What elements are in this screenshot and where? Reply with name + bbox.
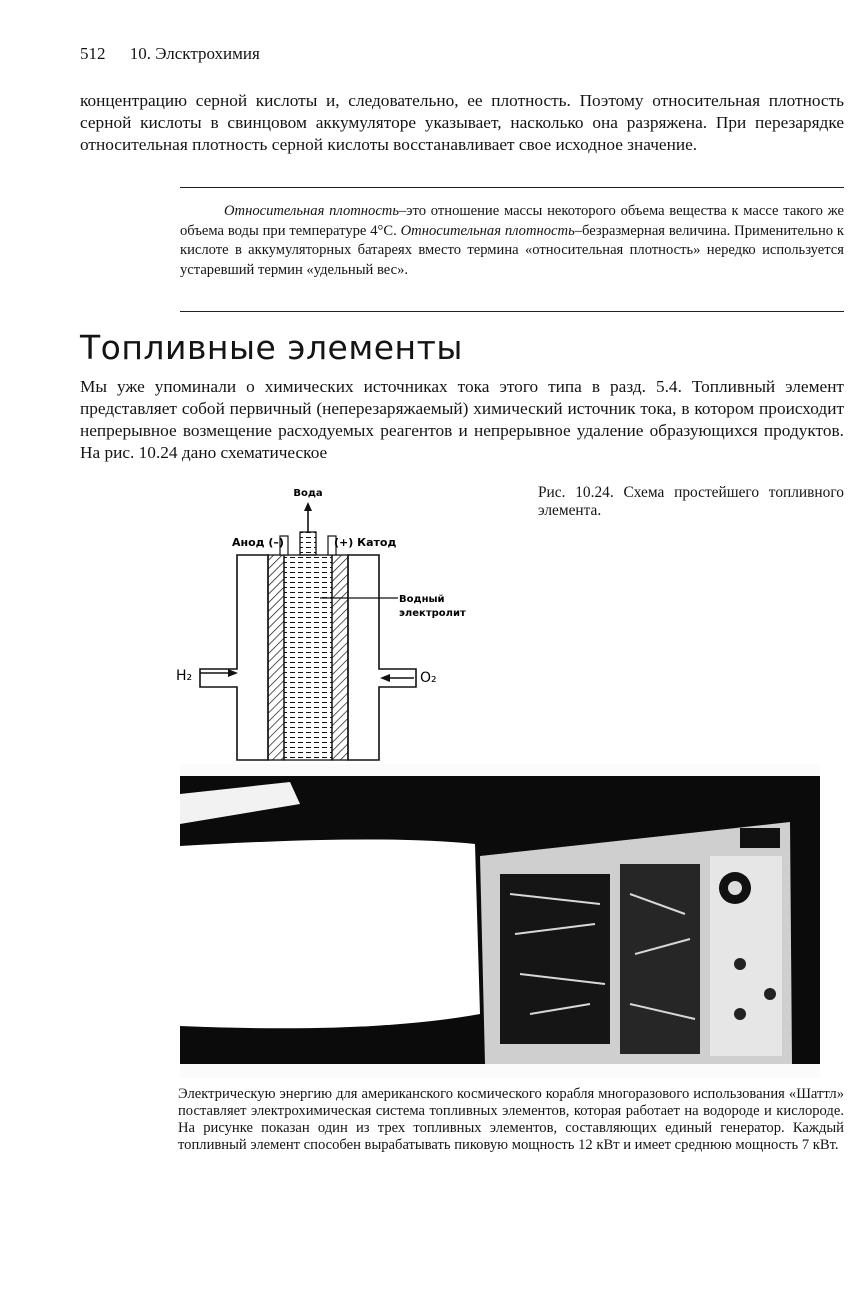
definition-box — [180, 202, 844, 280]
definition-text-2: –безразмерная величина. Применительно к кислоте в аккумуляторных батареях вместо термина «относительная плотность» нередко используется устаревший термин «удельный вес». — [180, 222, 844, 278]
water-outlet-tube — [300, 532, 316, 555]
h2-label: H₂ — [176, 668, 193, 684]
photo-cylinder-body — [180, 839, 480, 1028]
fuel-cell-diagram — [170, 480, 490, 765]
electrolyte-label-line-1: Водный — [399, 594, 445, 605]
electrolyte-chamber — [284, 555, 332, 760]
anode-label: Анод (–) — [232, 536, 284, 549]
definition-text-1: –это отношение массы некоторого объема вещества к массе такого же объема воды при температуре 4°С. — [180, 203, 844, 239]
h2-arrow-head — [228, 669, 238, 677]
cathode-label: (+) Катод — [334, 536, 397, 549]
page-number: 512 — [80, 44, 106, 63]
intro-paragraph: концентрацию серной кислоты и, следовательно, ее плотность. Поэтому относительная плотность серной кислоты в свинцовом аккумуляторе указывает, насколько она разряжена. При перезарядке относительная плотность серной кислоты восстанавливает свое исходное значение. — [80, 91, 844, 154]
section-paragraph: Мы уже упоминали о химических источниках тока этого типа в разд. 5.4. Топливный элемент представляет собой первичный (неперезаряжаемый) химический источник тока, в котором происходит непрерывное возмещение расходуемых реагентов и непрерывное удаление образующихся продуктов. На рис. 10.24 дано схематическое — [80, 377, 844, 462]
definition-top-rule — [180, 187, 844, 188]
definition-term-2: Относительная плотность — [400, 222, 575, 239]
photo-caption: Электрическую энергию для американского космического корабля многоразового использования «Шаттл» поставляет электрохимическая система топливных элементов, которая работает на водороде и кислороде. На рисунке показан один из трех топливных элементов, составляющих единый генератор. Каждый топливный элемент способен вырабатывать пиковую мощность 12 кВт и имеет среднюю мощность 7 кВт. — [178, 1086, 844, 1153]
section-title: Топливные элементы — [80, 328, 463, 367]
water-label: Вода — [293, 488, 323, 499]
anode-electrode — [268, 555, 284, 760]
definition-bottom-rule — [180, 311, 844, 312]
o2-label: O₂ — [420, 670, 437, 686]
page-header — [80, 44, 260, 64]
cathode-electrode — [332, 555, 348, 760]
anode-housing — [200, 555, 268, 760]
figure-caption: Рис. 10.24. Схема простейшего топливного элемента. — [538, 484, 844, 519]
water-arrow-head — [304, 502, 312, 511]
chapter-title: 10. Элсктрохимия — [129, 44, 260, 63]
cathode-housing — [348, 555, 416, 760]
definition-term-1: Относительная плотность — [224, 203, 399, 219]
o2-arrow-head — [380, 674, 390, 682]
electrolyte-label-line-2: электролит — [399, 608, 466, 619]
fuel-cell-photo — [180, 764, 820, 1078]
